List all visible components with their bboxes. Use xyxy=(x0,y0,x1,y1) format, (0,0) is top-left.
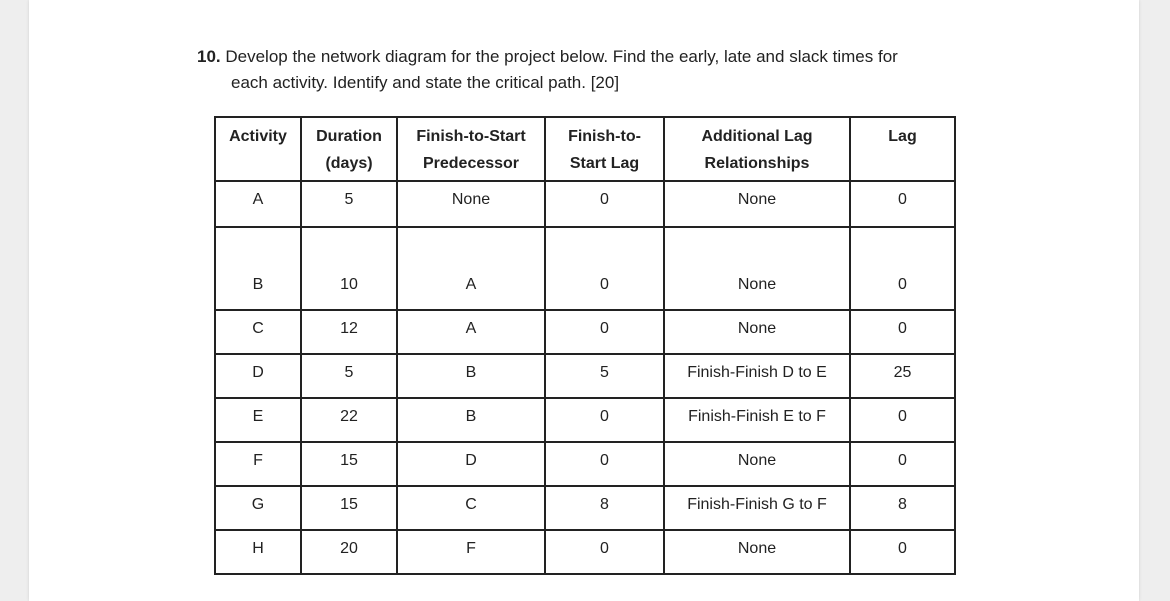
table-row xyxy=(215,442,955,486)
cell-fs-lag: 0 xyxy=(545,442,664,486)
cell-lag: 25 xyxy=(850,354,955,398)
cell-lag: 0 xyxy=(850,398,955,442)
cell-duration: 15 xyxy=(301,486,397,530)
question-line-1 xyxy=(197,44,1017,70)
header-duration: Duration (days) xyxy=(301,117,397,181)
question-number: 10. xyxy=(197,47,221,66)
cell-additional-lag: None xyxy=(664,181,850,227)
question-line-1-text: Develop the network diagram for the project below. Find the early, late and slack times for xyxy=(220,47,898,66)
cell-predecessor: C xyxy=(397,486,545,530)
cell-predecessor: A xyxy=(397,310,545,354)
table-row xyxy=(215,181,955,227)
cell-activity: C xyxy=(215,310,301,354)
cell-lag: 0 xyxy=(850,181,955,227)
cell-duration: 20 xyxy=(301,530,397,574)
cell-predecessor: F xyxy=(397,530,545,574)
header-fs-predecessor: Finish-to-Start Predecessor xyxy=(397,117,545,181)
cell-activity: B xyxy=(215,227,301,310)
cell-activity: F xyxy=(215,442,301,486)
table-row xyxy=(215,310,955,354)
table-row xyxy=(215,227,955,310)
cell-lag: 0 xyxy=(850,442,955,486)
cell-duration: 5 xyxy=(301,181,397,227)
cell-additional-lag: None xyxy=(664,227,850,310)
table-row xyxy=(215,530,955,574)
question-line-2: each activity. Identify and state the critical path. [20] xyxy=(231,73,620,92)
cell-lag: 0 xyxy=(850,227,955,310)
cell-lag: 0 xyxy=(850,530,955,574)
cell-activity: G xyxy=(215,486,301,530)
cell-fs-lag: 0 xyxy=(545,181,664,227)
cell-additional-lag: Finish-Finish E to F xyxy=(664,398,850,442)
cell-fs-lag: 8 xyxy=(545,486,664,530)
cell-lag: 8 xyxy=(850,486,955,530)
header-lag: Lag xyxy=(850,117,955,181)
cell-additional-lag: Finish-Finish G to F xyxy=(664,486,850,530)
cell-predecessor: None xyxy=(397,181,545,227)
cell-activity: H xyxy=(215,530,301,574)
cell-additional-lag: Finish-Finish D to E xyxy=(664,354,850,398)
cell-fs-lag: 0 xyxy=(545,530,664,574)
cell-predecessor: B xyxy=(397,398,545,442)
cell-predecessor: D xyxy=(397,442,545,486)
cell-lag: 0 xyxy=(850,310,955,354)
cell-activity: E xyxy=(215,398,301,442)
table-row xyxy=(215,354,955,398)
table-header-row xyxy=(215,117,955,181)
cell-fs-lag: 0 xyxy=(545,227,664,310)
cell-duration: 5 xyxy=(301,354,397,398)
cell-fs-lag: 0 xyxy=(545,398,664,442)
cell-additional-lag: None xyxy=(664,530,850,574)
cell-predecessor: B xyxy=(397,354,545,398)
cell-fs-lag: 0 xyxy=(545,310,664,354)
cell-duration: 12 xyxy=(301,310,397,354)
activity-table xyxy=(214,116,956,575)
cell-activity: A xyxy=(215,181,301,227)
table-row xyxy=(215,486,955,530)
cell-activity: D xyxy=(215,354,301,398)
cell-duration: 10 xyxy=(301,227,397,310)
cell-fs-lag: 5 xyxy=(545,354,664,398)
cell-additional-lag: None xyxy=(664,310,850,354)
cell-duration: 15 xyxy=(301,442,397,486)
cell-duration: 22 xyxy=(301,398,397,442)
table-row xyxy=(215,398,955,442)
header-fs-lag: Finish-to- Start Lag xyxy=(545,117,664,181)
cell-additional-lag: None xyxy=(664,442,850,486)
header-activity: Activity xyxy=(215,117,301,181)
cell-predecessor: A xyxy=(397,227,545,310)
header-additional-lag: Additional Lag Relationships xyxy=(664,117,850,181)
question-text xyxy=(197,44,1017,96)
